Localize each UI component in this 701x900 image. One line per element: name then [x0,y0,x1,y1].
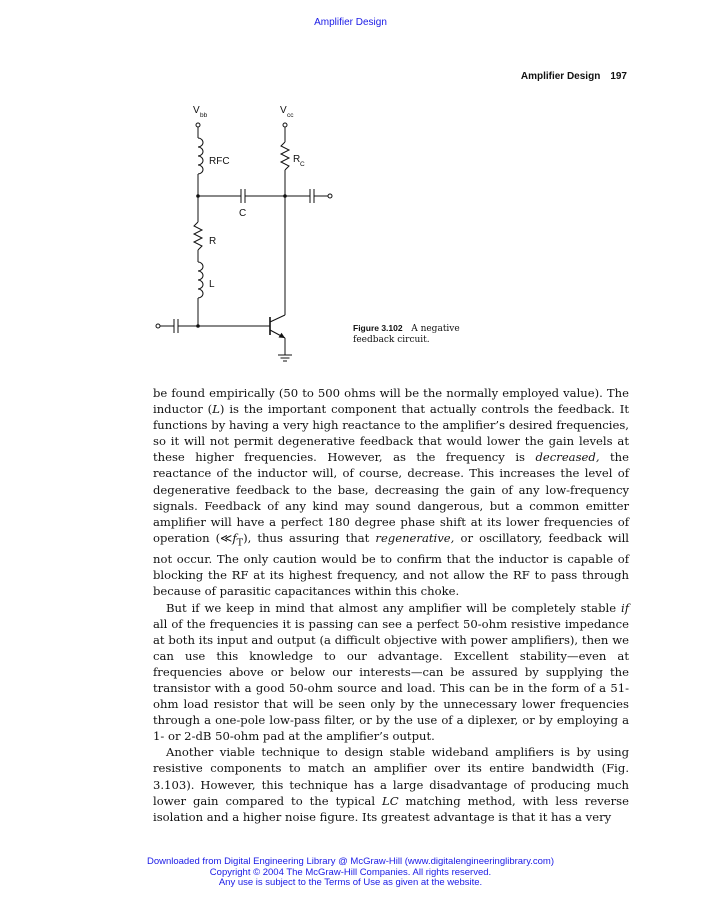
rc-resistor [281,142,289,170]
junction-dot [196,324,200,328]
rfc-label: RFC [209,156,230,167]
paragraph-2 [153,600,629,745]
text-run: the reactance of the inductor will, of course, decrease. This increases the level of degenerative feedback to the base, decreasing the gain of any low-frequency signals. Feedback of any kind may sound dangerous, but a common emitter amplifier will have a perfect 180 degree phase shift at its lower frequencies of operation (≪ [153,450,629,545]
vbb-subscript: bb [200,112,208,119]
figure-number: Figure 3.102 [353,323,403,333]
text-run-italic: regenerative, [375,530,455,545]
text-run: ) is the important component that actually controls the feedback. It functions by having a very high reactance to the amplifier’s desired frequencies, so it will not permit degenerative feedback that would lower the gain levels at these higher frequencies. However, as the frequency is [153,402,629,465]
vcc-terminal [283,123,287,127]
circuit-diagram [150,100,350,365]
output-terminal [328,194,332,198]
text-run: Another viable technique to design stable wideband amplifiers is by using resistive components to match an amplifier over its entire bandwidth (Fig. 3.103). However, this technique has a large disadvantage of producing much lower gain compared to the typical [153,745,629,808]
junction-dot [196,194,200,198]
text-run-italic: decreased, [535,450,600,465]
vbb-terminal [196,123,200,127]
circuit-figure [150,100,350,365]
vcc-label: V [280,105,287,116]
page-number: 197 [610,71,627,82]
running-head [521,71,627,82]
text-run: be found empirically (50 to 500 ohms will be the normally employed value). The inductor ( [153,386,629,417]
junction-dot [283,194,287,198]
c-label: C [239,208,247,219]
body-text [153,385,629,825]
r-resistor [194,222,202,250]
text-run-italic: f [232,530,237,545]
running-title: Amplifier Design [520,71,601,82]
chapter-link[interactable]: Amplifier Design [314,17,387,28]
text-run: But if we keep in mind that almost any amplifier will be completely stable [166,600,621,615]
text-run: all of the frequencies it is passing can see a perfect 50-ohm resistive impedance at both its input and output (a difficult objective with power amplifiers), then we can use this knowledge to our advantage. Excellent stability—even at frequencies above or below our interests—can be assured by supplying the transistor with a good 50-ohm source and load. This can be in the form of a 51-ohm load resistor that will be seen only by the unnecessary lower frequencies through a one-pole low-pass filter, or by the use of a diplexer, or by employing a 1- or 2-dB 50-ohm pad at the amplifier’s output. [153,616,629,744]
vbb-label: V [193,105,200,116]
text-run-subscript: T [236,537,244,549]
l-label: L [209,279,215,290]
figure-caption [353,323,493,346]
figure-caption-text: A negative feedback circuit. [353,324,460,345]
footer-copyright: Copyright © 2004 The McGraw-Hill Companies. All rights reserved. [209,866,492,878]
transistor-collector [270,315,285,322]
paragraph-3 [153,744,629,824]
text-run: matching method, with less reverse isolation and a higher noise figure. Its greatest advantage is that it has a very [153,793,629,824]
vcc-subscript: cc [287,112,294,119]
paragraph-1 [153,385,629,600]
text-run: or oscillatory, feedback will not occur. The only caution would be to confirm that the inductor is capable of blocking the RF at its highest frequency, and not allow the RF to pass through because of parasitic capacitances within this choke. [153,530,629,599]
footer-terms[interactable]: Any use is subject to the Terms of Use as given at the website. [218,877,483,888]
r-label: R [209,236,217,247]
rc-label: R [293,154,301,165]
text-run: ), thus assuring that [243,530,376,545]
rc-subscript: C [300,161,305,168]
rfc-inductor [198,138,203,174]
footer-download-link[interactable]: Downloaded from Digital Engineering Library @ McGraw-Hill (www.digitalengineeringlibrary.com) [146,856,555,867]
footer [0,857,701,889]
input-terminal [156,324,160,328]
text-run-italic: L [212,402,220,417]
text-run-italic: LC [382,793,399,808]
text-run-italic: if [621,600,629,615]
l-inductor [198,262,203,298]
